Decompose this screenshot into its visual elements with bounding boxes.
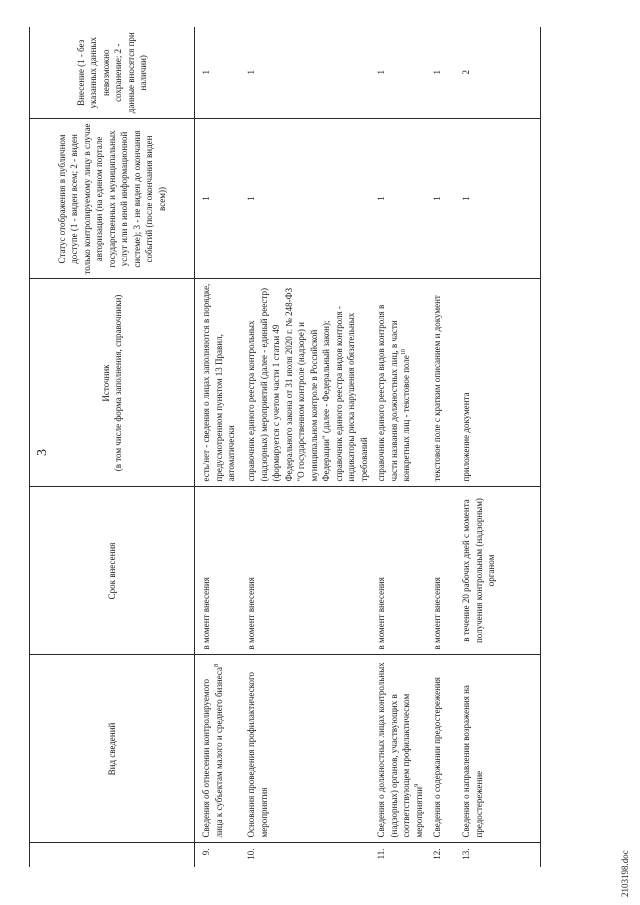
row-number: 10. (246, 848, 256, 860)
row-source: приложение документа (455, 279, 541, 487)
table-header-row (30, 27, 195, 867)
row-kind-text: Основания проведения профилактического мероприятия (246, 671, 269, 838)
row-kind (195, 655, 241, 843)
row-deadline: в момент внесения (195, 487, 241, 655)
table-row (426, 27, 455, 867)
row-source: текстовое поле с кратким описанием и документ (426, 279, 455, 487)
row-number: 9. (201, 848, 211, 856)
page-number: 3 (35, 449, 50, 456)
row-deadline: в течение 20 рабочих дней с момента получения контрольным (надзорным) органом (455, 487, 541, 655)
header-number (30, 843, 195, 867)
row-kind-text: Сведения о содержании предостережения (432, 677, 442, 838)
row-entry: 1 (426, 27, 455, 119)
table-row (240, 27, 370, 867)
row-status: 1 (195, 119, 241, 279)
footnote-ref: 10 (401, 349, 407, 356)
row-source-text: справочник единого реестра видов контроля в части названия должностных лиц, в части конкретных лиц - текстовое поле (376, 304, 411, 482)
row-kind-text: Сведения о направлении возражения на предостережение (461, 685, 484, 838)
row-kind-text: Сведения о должностных лицах контрольных (надзорных) органов, участвующих в соответствующем профилактическом мероприятии (376, 662, 424, 838)
row-number: 13. (455, 843, 541, 867)
row-source: справочник единого реестра контрольных (надзорных) мероприятий (далее - единый реестр) (формируется с учетом части 1 статьи 49 Федерального закона от 31 июля 2020 г. № 248-ФЗ "О государственном контроле (надзоре) и муниципальном контроле в Российской Федерации" (далее - Федеральный закон); справочник единого реестра видов контроля - индикаторы риска нарушения обязательных требований (240, 279, 370, 487)
table-row (455, 27, 541, 867)
header-entry: Внесение (1 - без указанных данных невозможно сохранение; 2 - данные вносятся при наличии) (30, 27, 195, 119)
header-source-title: Источник (100, 364, 111, 402)
row-entry: 2 (455, 27, 541, 119)
row-kind (370, 655, 426, 843)
footnote-ref: 8 (212, 663, 220, 667)
table-row (195, 27, 241, 867)
document-filename: 2103198.doc (620, 850, 630, 897)
row-deadline: в момент внесения (370, 487, 426, 655)
row-entry: 1 (240, 27, 370, 119)
data-table (29, 27, 541, 867)
header-source-subtitle: (в том числе форма заполнения, справочники) (113, 294, 123, 472)
row-kind-text: Сведения об отнесении контролируемого лица к субъектам малого и среднего бизнеса (201, 666, 224, 838)
row-status: 1 (370, 119, 426, 279)
footnote-ref: 9 (412, 783, 420, 787)
row-status: 1 (240, 119, 370, 279)
header-kind: Вид сведений (30, 655, 195, 843)
row-source (370, 279, 426, 487)
row-entry: 1 (195, 27, 241, 119)
row-deadline: в момент внесения (426, 487, 455, 655)
table-row (370, 27, 426, 867)
row-kind (455, 655, 541, 843)
header-source (30, 279, 195, 487)
row-entry: 1 (370, 27, 426, 119)
row-number: 12. (432, 848, 442, 860)
row-number: 11. (376, 848, 386, 860)
row-source: есть/нет - сведения о лицах заполняются в порядке, предусмотренном пунктом 13 Правил, автоматически (195, 279, 241, 487)
row-deadline: в момент внесения (240, 487, 370, 655)
row-status: 1 (426, 119, 455, 279)
row-kind (240, 655, 370, 843)
header-status: Статус отображения в публичном доступе (1 - виден всем; 2 - виден только контролируемому лицу в случае авторизации (на едином портале государственных и муниципальных услуг или в иной информационной системе); 3 - не виден до окончания событий (после окончания виден всем)) (30, 119, 195, 279)
row-status: 1 (455, 119, 541, 279)
row-kind (426, 655, 455, 843)
header-deadline: Срок внесения (30, 487, 195, 655)
